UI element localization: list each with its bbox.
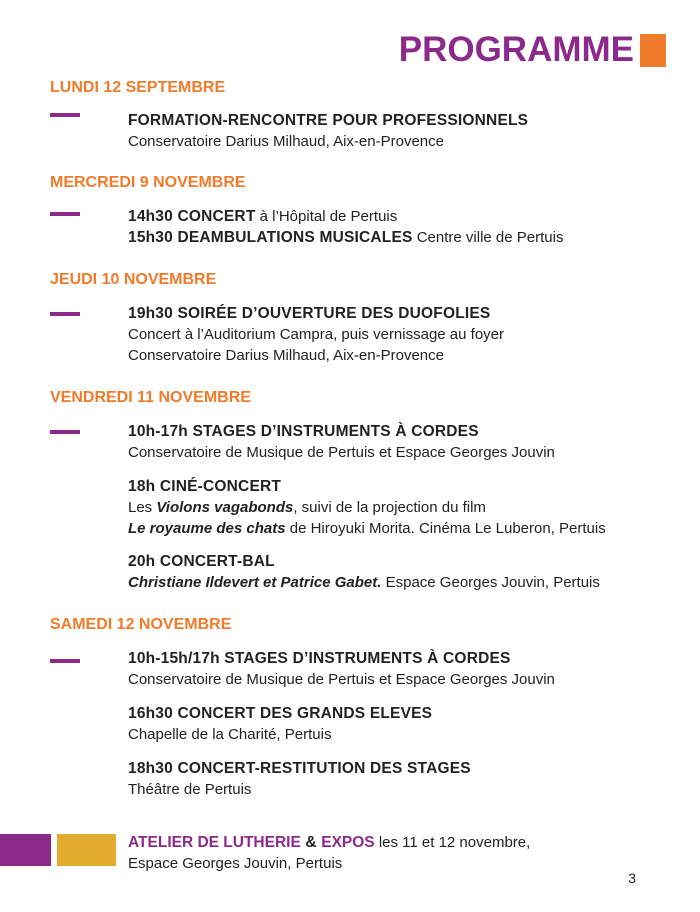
event-mercredi — [128, 206, 563, 248]
page-number: 3 — [628, 870, 636, 886]
ampersand: & — [300, 834, 322, 851]
event-grands-eleves — [128, 703, 432, 745]
day-heading-jeudi: JEUDI 10 NOVEMBRE — [50, 271, 217, 288]
event-title: 14h30 CONCERT — [128, 208, 256, 225]
event-title: 18h30 CONCERT-RESTITUTION DES STAGES — [128, 760, 471, 777]
event-restitution — [128, 758, 471, 800]
text-segment: de Hiroyuki Morita. Cinéma Le Luberon, Pertuis — [285, 520, 606, 537]
event-place: Conservatoire Darius Milhaud, Aix-en-Provence — [128, 347, 444, 364]
page-title-block — [399, 30, 666, 70]
event-title: FORMATION-RENCONTRE POUR PROFESSIONNELS — [128, 112, 529, 129]
dash-marker — [50, 312, 80, 316]
event-place: à l’Hôpital de Pertuis — [255, 208, 398, 225]
event-concert-bal — [128, 551, 600, 593]
event-title: 15h30 DEAMBULATIONS MUSICALES — [128, 229, 413, 246]
atelier-dates: les 11 et 12 novembre, — [374, 834, 531, 851]
event-soiree-ouverture — [128, 303, 504, 366]
event-title: 16h30 CONCERT DES GRANDS ELEVES — [128, 705, 433, 722]
event-description — [128, 572, 600, 593]
title-accent-square — [640, 34, 666, 67]
event-place: Conservatoire Darius Milhaud, Aix-en-Provence — [128, 133, 444, 150]
event-description: Concert à l’Auditorium Campra, puis vernissage au foyer — [128, 326, 505, 343]
atelier-title: ATELIER DE LUTHERIE — [128, 834, 301, 851]
event-deambulations — [128, 227, 563, 248]
text-segment: , suivi de la projection du film — [293, 499, 486, 516]
text-segment: Les — [128, 499, 157, 516]
day-heading-lundi: LUNDI 12 SEPTEMBRE — [50, 79, 226, 96]
atelier-section — [128, 832, 530, 874]
event-title: 19h30 SOIRÉE D’OUVERTURE DES DUOFOLIES — [128, 305, 491, 322]
atelier-line — [128, 832, 530, 853]
event-place: Espace Georges Jouvin, Pertuis — [381, 574, 600, 591]
event-place: Chapelle de la Charité, Pertuis — [128, 726, 332, 743]
film-title: Le royaume des chats — [128, 520, 286, 537]
dash-marker — [50, 212, 80, 216]
event-place: Théâtre de Pertuis — [128, 781, 252, 798]
event-stages-vendredi — [128, 421, 555, 463]
event-place: Conservatoire de Musique de Pertuis et Espace Georges Jouvin — [128, 444, 555, 461]
event-description — [128, 518, 606, 539]
atelier-yellow-block — [57, 834, 116, 866]
expos-title: EXPOS — [321, 834, 375, 851]
event-description — [128, 497, 606, 518]
atelier-purple-block — [0, 834, 51, 866]
atelier-place: Espace Georges Jouvin, Pertuis — [128, 855, 343, 872]
event-place: Conservatoire de Musique de Pertuis et Espace Georges Jouvin — [128, 671, 555, 688]
event-concert-hopital — [128, 206, 563, 227]
dash-marker — [50, 430, 80, 434]
event-title: 20h CONCERT-BAL — [128, 553, 275, 570]
event-title: 18h CINÉ-CONCERT — [128, 478, 282, 495]
event-formation — [128, 110, 528, 152]
day-heading-samedi: SAMEDI 12 NOVEMBRE — [50, 616, 232, 633]
artists: Christiane Ildevert et Patrice Gabet. — [128, 574, 382, 591]
dash-marker — [50, 659, 80, 663]
event-title: 10h-15h/17h STAGES D’INSTRUMENTS À CORDES — [128, 650, 511, 667]
event-title: 10h-17h STAGES D’INSTRUMENTS À CORDES — [128, 423, 479, 440]
event-cine-concert — [128, 476, 606, 539]
dash-marker — [50, 113, 80, 117]
day-heading-vendredi: VENDREDI 11 NOVEMBRE — [50, 389, 251, 406]
event-place: Centre ville de Pertuis — [412, 229, 564, 246]
day-heading-mercredi: MERCREDI 9 NOVEMBRE — [50, 174, 246, 191]
page-title: PROGRAMME — [398, 30, 634, 69]
film-title: Violons vagabonds — [156, 499, 294, 516]
event-stages-samedi — [128, 648, 555, 690]
